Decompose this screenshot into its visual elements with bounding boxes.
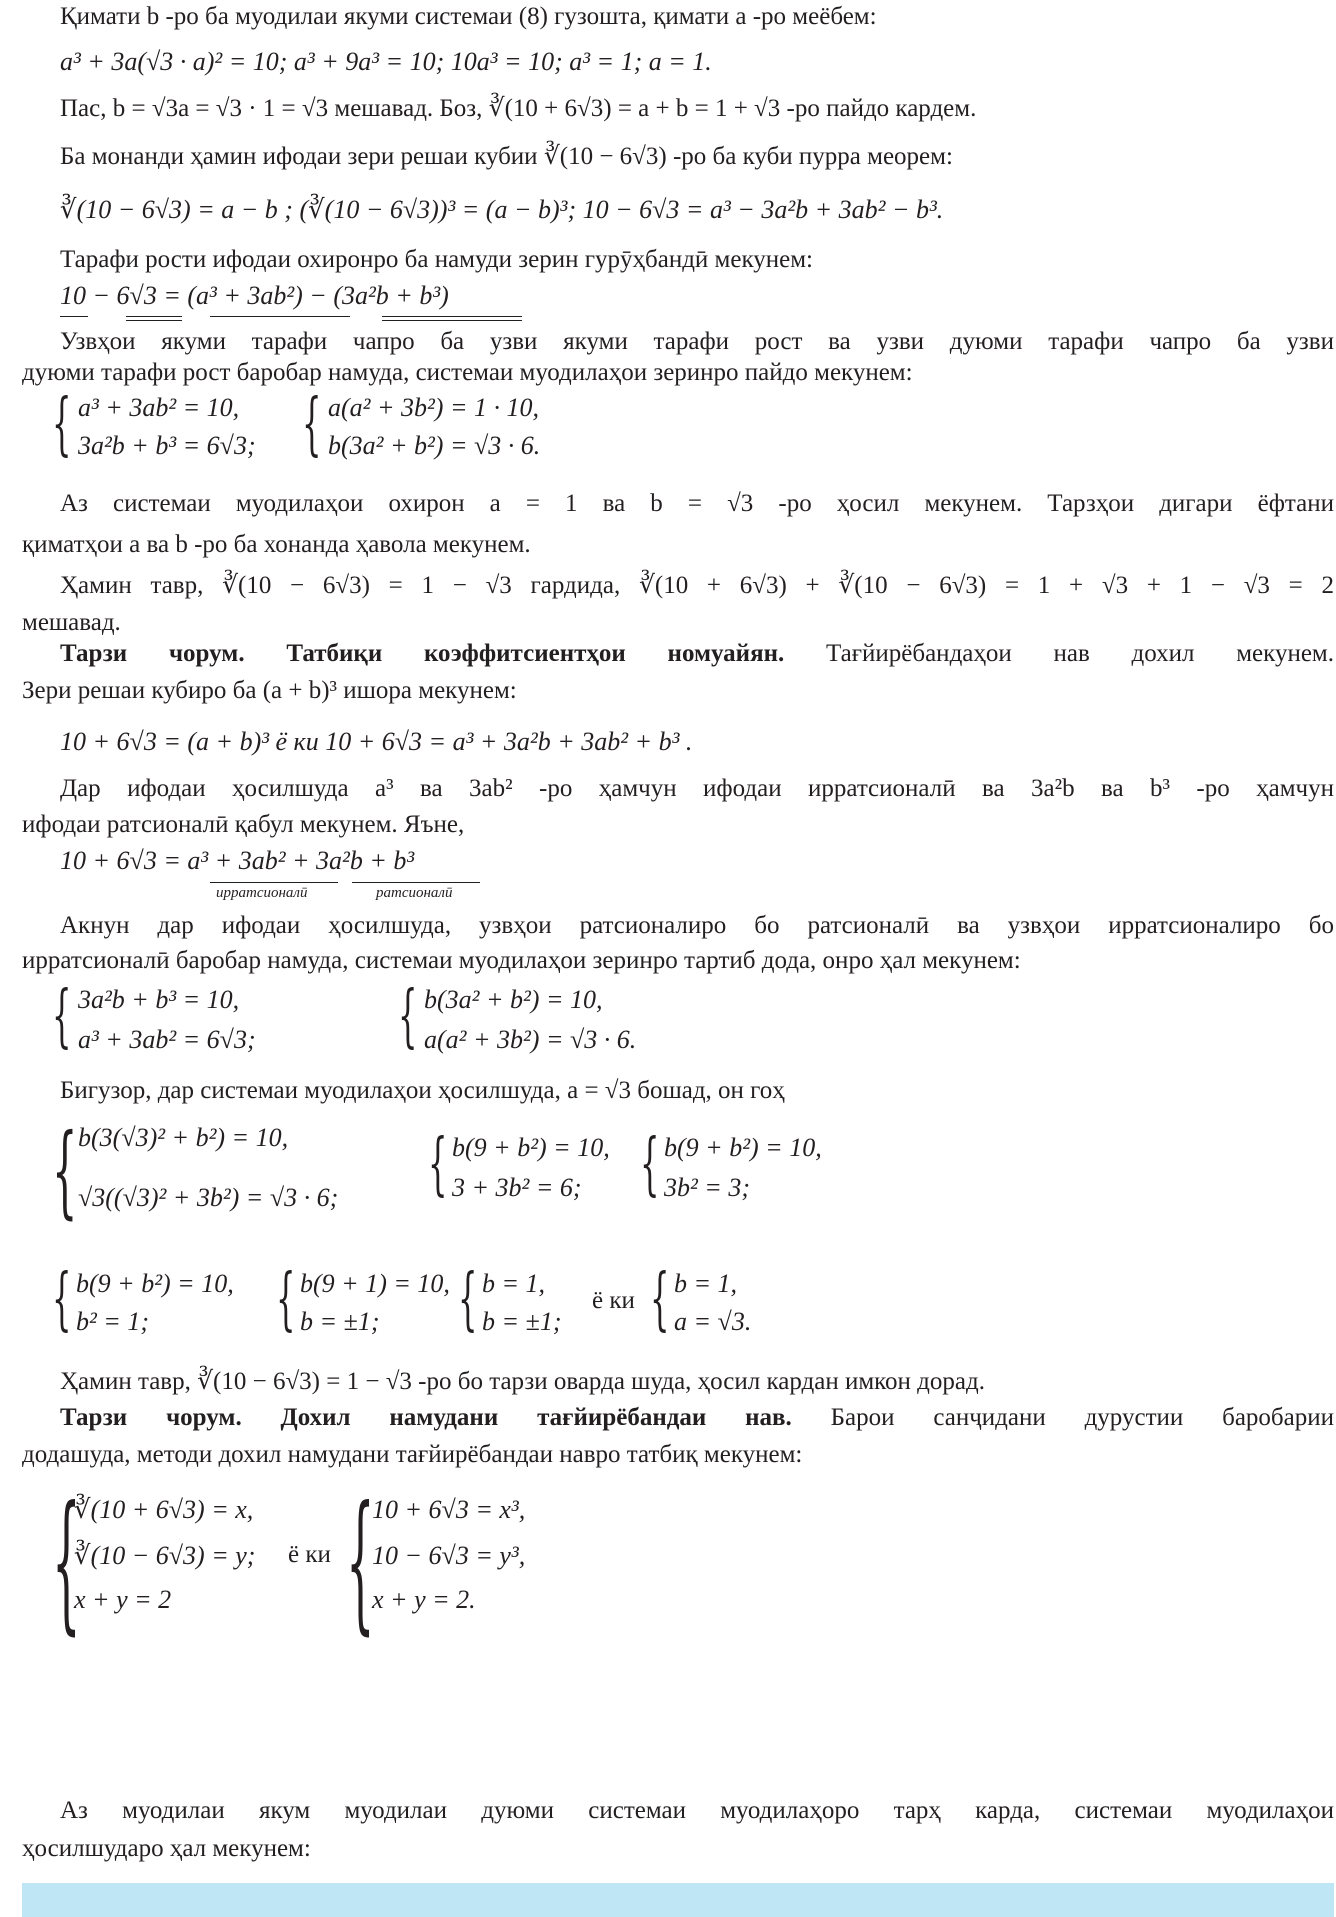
formula-line: b(3a² + b²) = √3 · 6. [328,431,541,460]
formula-line: ∛(10 + 6√3) = x, [74,1495,254,1524]
section-heading: Тарзи чорум. Дохил намудани тағйирёбандаи нав. Барои санҷидани дурустии баробарии [60,1404,1335,1431]
text-line: дуюми тарафи рост баробар намуда, системаи муодилаҳои зеринро пайдо мекунем: [22,359,913,386]
underline-mark [382,316,522,317]
formula-line: a(a² + 3b²) = 1 · 10, [328,393,539,422]
text-line: қиматҳои a ва b -ро ба хонанда ҳавола мекунем. [22,531,531,558]
formula-line: b(9 + b²) = 10, [664,1133,822,1162]
text-line: Аз системаи муодилаҳои охирон a = 1 ва b = √3 -ро ҳосил мекунем. Тарзҳои дигари ёфтани [60,490,1334,517]
highlight-strip [22,1883,1334,1917]
text-line: ҳосилшударо ҳал мекунем: [22,1835,311,1862]
formula-line: ∛(10 − 6√3) = a − b ; (∛(10 − 6√3))³ = (a − b)³; 10 − 6√3 = a³ − 3a²b + 3ab² − b³. [60,195,944,224]
formula-line: 10 − 6√3 = (a³ + 3ab²) − (3a²b + b³) [60,281,449,310]
formula-line: 3 + 3b² = 6; [452,1173,582,1202]
system-brace: { [52,385,72,464]
system-brace: { [52,1475,81,1649]
formula-line: 10 + 6√3 = (a + b)³ ё ки 10 + 6√3 = a³ + 3a²b + 3ab² + b³ . [60,727,693,756]
system-brace: { [640,1125,660,1204]
section-heading: Тарзи чорум. Татбиқи коэффитсиентҳои номуайян. Тағйирёбандаҳои нав дохил мекунем. [60,640,1334,667]
formula-line: 3a²b + b³ = 6√3; [78,431,256,460]
text-line: ё ки [592,1287,635,1314]
formula-line: a³ + 3ab² = 10, [78,393,240,422]
text-line: Бигузор, дар системаи муодилаҳои ҳосилшуда, a = √3 бошад, он гоҳ [60,1077,785,1104]
underline-mark [126,316,182,317]
text-line: Ҳамин тавр, ∛(10 − 6√3) = 1 − √3 гардида, ∛(10 + 6√3) + ∛(10 − 6√3) = 1 + √3 + 1 − √3 = 2 [60,572,1334,599]
formula-line: 10 − 6√3 = y³, [372,1541,526,1570]
text-line: Қимати b -ро ба муодилаи якуми системаи (8) гузошта, қимати a -ро меёбем: [60,3,877,30]
formula-line: √3((√3)² + 3b²) = √3 · 6; [78,1183,339,1212]
system-brace: { [650,1260,670,1339]
text-line: Зери решаи кубиро ба (a + b)³ ишора мекунем: [22,677,517,704]
formula-line: a³ + 3a(√3 · a)² = 10; a³ + 9a³ = 10; 10a³ = 10; a³ = 1; a = 1. [60,47,712,76]
formula-line: b(9 + 1) = 10, [300,1269,450,1298]
text-line: Узвҳои якуми тарафи чапро ба узви якуми тарафи рост ва узви дуюми тарафи чапро ба узви [60,328,1334,355]
underbrace [210,882,338,883]
underbrace [352,882,480,883]
system-brace: { [52,1112,78,1229]
formula-line: x + y = 2. [372,1585,476,1614]
formula-line: 10 + 6√3 = x³, [372,1495,526,1524]
underline-mark [126,320,182,321]
system-brace: { [52,1260,72,1339]
underline-mark [210,316,350,317]
system-brace: { [276,1260,296,1339]
text-line: Ҳамин тавр, ∛(10 − 6√3) = 1 − √3 -ро бо тарзи оварда шуда, ҳосил кардан имкон дорад. [60,1368,985,1395]
text-line: ифодаи ратсионалӣ қабул мекунем. Яъне, [22,811,465,838]
underline-mark [382,320,522,321]
formula-line: b² = 1; [76,1307,149,1336]
system-brace: { [398,977,418,1056]
underbrace-label: ратсионалӣ [376,885,453,901]
text-line: ё ки [288,1541,331,1568]
text-line: ирратсионалӣ баробар намуда, системаи муодилаҳои зеринро тартиб дода, онро ҳал мекунем: [22,947,1021,974]
formula-line: a = √3. [674,1307,752,1336]
formula-line: b(3a² + b²) = 10, [424,985,603,1014]
formula-line: b(9 + b²) = 10, [452,1133,610,1162]
text-line: Тарафи рости ифодаи охиронро ба намуди зерин гурӯҳбандӣ мекунем: [60,246,813,273]
system-brace: { [458,1260,478,1339]
formula-line: b = 1, [674,1269,738,1298]
text-line: Акнун дар ифодаи ҳосилшуда, узвҳои ратсионалиро бо ратсионалӣ ва узвҳои ирратсионалиро бо [60,912,1334,939]
text-line: Ба монанди ҳамин ифодаи зери решаи кубии ∛(10 − 6√3) -ро ба куби пурра меорем: [60,143,953,170]
formula-line: 10 + 6√3 = a³ + 3ab² + 3a²b + b³ [60,846,415,875]
formula-line: 3a²b + b³ = 10, [78,985,240,1014]
formula-line: a³ + 3ab² = 6√3; [78,1025,256,1054]
text-line: Пас, b = √3a = √3 · 1 = √3 мешавад. Боз, ∛(10 + 6√3) = a + b = 1 + √3 -ро пайдо кардем. [60,95,977,122]
text-line: додашуда, методи дохил намудани тағйирёбандаи наврo татбиқ мекунем: [22,1441,803,1468]
formula-line: b = 1, [482,1269,546,1298]
formula-line: ∛(10 − 6√3) = y; [74,1541,256,1570]
system-brace: { [346,1475,375,1649]
system-brace: { [302,385,322,464]
formula-line: b = ±1; [482,1307,562,1336]
formula-line: b = ±1; [300,1307,380,1336]
text-line: мешавад. [22,609,121,636]
underline-mark [60,316,88,317]
formula-line: a(a² + 3b²) = √3 · 6. [424,1025,637,1054]
formula-line: x + y = 2 [74,1585,172,1614]
formula-line: b(3(√3)² + b²) = 10, [78,1123,289,1152]
system-brace: { [52,977,72,1056]
text-line: Дар ифодаи ҳосилшуда a³ ва 3ab² -ро ҳамчун ифодаи ирратсионалӣ ва 3a²b ва b³ -ро ҳамчун [60,775,1334,802]
text-line: Аз муодилаи якум муодилаи дуюми системаи муодилаҳоро тарҳ карда, системаи муодилаҳои [60,1797,1334,1824]
formula-line: b(9 + b²) = 10, [76,1269,234,1298]
system-brace: { [428,1125,448,1204]
formula-line: 3b² = 3; [664,1173,750,1202]
underbrace-label: ирратсионалӣ [216,885,308,901]
